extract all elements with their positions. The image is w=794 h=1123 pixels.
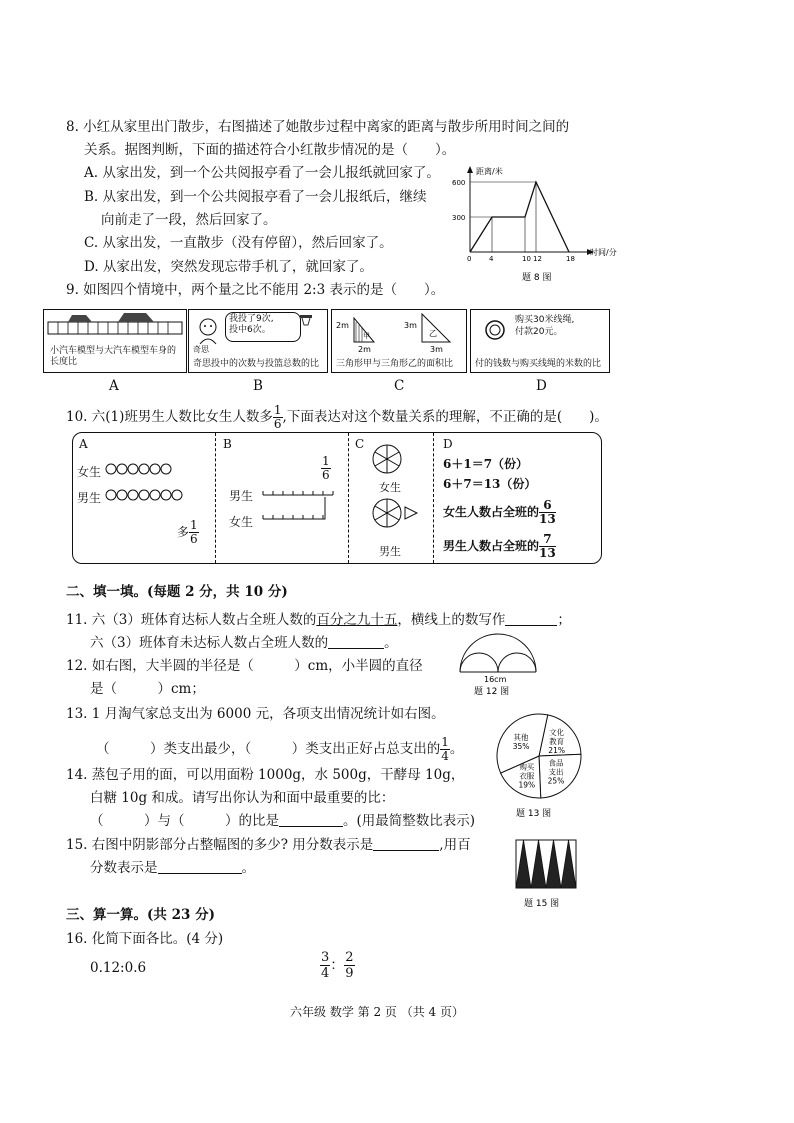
q15-line2: 分数表示是 。	[90, 860, 255, 876]
q8-xtick-label: 18	[566, 255, 575, 263]
q9-c-caption: 三角形甲与三角形乙的面积比	[336, 359, 454, 369]
q8-option-b-line1: B. 从家出发，到一个公共阅报亭看了一会儿报纸后，继续	[84, 189, 427, 205]
q8-option-d: D. 从家出发，突然发现忘带手机了，就回家了。	[84, 259, 373, 275]
q10-a-girl-label: 女生	[77, 465, 102, 479]
q9-label-d: D	[536, 378, 547, 394]
q10-b-label: B	[223, 437, 232, 451]
q13-pie-label: 支出	[548, 767, 564, 777]
q9-panel-d	[470, 309, 610, 373]
q13-pie-label: 25%	[547, 776, 565, 786]
q8-ytick-label: 600	[452, 179, 466, 187]
q10-stem-pre: 10. 六(1)班男生人数比女生人数多	[66, 409, 273, 425]
q15-blank-1[interactable]	[373, 836, 439, 851]
q10-a-boy-label: 男生	[77, 491, 102, 505]
q9-c-2m-base: 2m	[358, 345, 371, 354]
q9-c-2m-side: 2m	[336, 321, 349, 330]
q15-line1: 15. 右图中阴影部分占整幅图的多少? 用分数表示是 ,用百	[66, 837, 471, 853]
q14-line2: 白糖 10g 和成。请写出你认为和面中最重要的比：	[90, 790, 395, 806]
q8-ytick-label: 300	[452, 214, 466, 222]
q9-rope-icon	[483, 318, 507, 342]
q13-line2: （ ）类支出最少，（ ）类支出正好占总支出的 $\frac{1}{4}$ 。	[96, 735, 464, 763]
q9-stem: 9. 如图四个情境中，两个量之比不能用 2:3 表示的是（ ）。	[66, 282, 445, 298]
q9-bubble-line1: 我投了9次,	[229, 314, 274, 324]
q9-small-car-icon	[68, 315, 92, 322]
q10-d-line1: 6＋1＝7（份）	[443, 457, 529, 471]
q9-bubble-line2: 投中6次。	[229, 325, 271, 335]
q8-option-b-line2: 向前走了一段，然后回家了。	[101, 212, 277, 228]
q9-name-qisi: 奇思	[193, 345, 209, 354]
q12-figure-label: 16cm	[484, 675, 507, 684]
section2-title: 二、填一填。(每题 2 分，共 10 分)	[66, 584, 288, 600]
q13-pie-chart	[494, 710, 584, 822]
q10-b-segments	[261, 483, 341, 527]
q8-ylabel: 距离/米	[476, 167, 503, 176]
q9-panel-c	[331, 309, 467, 373]
q11-blank-1[interactable]	[505, 611, 557, 626]
q8-stem-line2: 关系。据图判断，下面的描述符合小红散步情况的是（ ）。	[84, 142, 456, 158]
q9-a-caption: 小汽车模型与大汽车模型车身的长度比	[50, 346, 177, 367]
q10-d-line3: 女生人数占全班的 $\frac{6}{13}$	[443, 498, 556, 526]
q8-option-c: C. 从家出发，一直散步（没有停留），然后回家了。	[84, 235, 393, 251]
q9-b-caption: 奇思投中的次数与投篮总数的比	[193, 359, 320, 369]
q9-c-3m-side: 3m	[404, 321, 417, 330]
q10-stem-post: ,下面表达对这个数量关系的理解，不正确的是( )。	[282, 409, 608, 425]
q13-pie-label: 19%	[518, 780, 536, 790]
q15-blank-2[interactable]	[158, 859, 242, 874]
q10-a-label: A	[79, 437, 88, 451]
q12-semicircle-figure	[456, 632, 544, 696]
q10-d-label: D	[443, 437, 453, 451]
q11-underlined-number: 百分之九十五	[316, 612, 398, 628]
q10-fraction: $\frac{1}{6}$	[273, 403, 282, 431]
q14-line3: （ ）与（ ）的比是 。(用最简整数比表示)	[90, 813, 476, 829]
q9-a-ruler-cars	[46, 312, 184, 344]
q13-pie-label: 购买	[519, 762, 535, 772]
q10-b-boy-label: 男生	[229, 489, 254, 503]
q10-c-label: C	[355, 437, 365, 451]
q9-c-3m-base: 3m	[430, 345, 443, 354]
q8-xtick-label: 0	[467, 255, 472, 263]
q13-pie-label: 35%	[512, 741, 530, 751]
q16-expr1: 0.12:0.6	[90, 960, 147, 976]
q8-xlabel: 时间/分	[590, 248, 617, 257]
q9-basket-icon	[299, 314, 315, 326]
q9-label-a: A	[109, 378, 119, 394]
q13-pie-label: 食品	[548, 758, 564, 768]
q9-d-caption: 付的钱数与购买线绳的米数的比	[475, 359, 602, 369]
q9-c-jia: 甲	[363, 332, 370, 340]
q10-d-line4: 男生人数占全班的 $\frac{7}{13}$	[443, 532, 556, 560]
q8-xtick-label: 10	[522, 255, 531, 263]
q8-stem-line1: 8. 小红从家里出门散步，右图描述了她散步过程中离家的距离与散步所用时间之间的	[66, 119, 570, 135]
q13-pie-label: 其他	[513, 732, 529, 742]
q16-stem: 16. 化简下面各比。(4 分)	[66, 931, 224, 947]
q13-line1: 13. 1 月淘气家总支出为 6000 元，各项支出情况统计如右图。	[66, 706, 445, 722]
q9-c-yi: 乙	[429, 329, 437, 338]
q8-option-a: A. 从家出发，到一个公共阅报亭看了一会儿报纸就回家了。	[84, 165, 440, 181]
q12-line2: 是（ ）cm；	[90, 681, 205, 697]
q9-boy-icon	[193, 316, 223, 346]
q10-a-circles	[105, 461, 213, 509]
q8-xtick-label: 4	[489, 255, 494, 263]
q11-line2: 六（3）班体育未达标人数占全班人数的 。	[90, 635, 398, 651]
q10-c-girl-label: 女生	[379, 481, 401, 494]
q8-y-arrow	[467, 166, 473, 173]
q11-blank-2[interactable]	[328, 634, 384, 649]
q9-label-b: B	[253, 378, 263, 394]
q13-pie-label: 文化	[549, 728, 565, 738]
q13-caption: 题 13 图	[516, 809, 552, 819]
q14-blank[interactable]	[279, 812, 343, 827]
q8-xtick-label: 12	[533, 255, 542, 263]
q11-line1: 11. 六（3）班体育达标人数占全班人数的百分之九十五，横线上的数写作 ；	[66, 612, 571, 628]
q8-line-chart	[450, 160, 620, 285]
q9-triangles-figure	[332, 310, 466, 356]
q10-b-fraction: $\frac{1}{6}$	[322, 454, 330, 482]
q10-d-line2: 6＋7＝13（份）	[443, 477, 537, 491]
q10-b-girl-label: 女生	[229, 515, 254, 529]
section3-title: 三、算一算。(共 23 分)	[66, 907, 215, 923]
q13-pie-label: 教育	[549, 737, 565, 747]
q9-panel-a	[43, 309, 187, 373]
q12-caption: 题 12 图	[474, 687, 510, 696]
q10-c-boy-label: 男生	[379, 545, 401, 558]
q13-pie-label: 衣服	[519, 771, 535, 781]
q14-line1: 14. 蒸包子用的面，可以用面粉 1000g，水 500g，干酵母 10g，	[66, 767, 465, 783]
q13-pie-label: 21%	[548, 746, 565, 756]
q9-speech-bubble	[225, 312, 301, 342]
q9-big-car-icon	[118, 313, 154, 322]
q15-triangle-figure	[512, 836, 582, 912]
q15-caption: 题 15 图	[524, 899, 560, 909]
q9-d-text-line1: 购买30米线绳,	[515, 315, 575, 325]
q9-d-text-line2: 付款20元。	[515, 327, 563, 337]
q16-expr2: $\frac{3}{4}$ ： $\frac{2}{9}$	[321, 950, 354, 981]
q10-a-more: 多 $\frac{1}{6}$	[177, 518, 198, 546]
q9-panel-b	[188, 309, 328, 373]
page-footer: 六年级 数学 第 2 页 （共 4 页）	[290, 1005, 464, 1019]
q10-stem	[66, 404, 608, 431]
q10-options-box	[72, 432, 602, 564]
q9-d-text	[515, 314, 574, 338]
q9-label-c: C	[394, 378, 405, 394]
q8-caption: 题 8 图	[522, 273, 552, 283]
q12-line1: 12. 如右图，大半圆的半径是（ ）cm，小半圆的直径	[66, 658, 423, 674]
